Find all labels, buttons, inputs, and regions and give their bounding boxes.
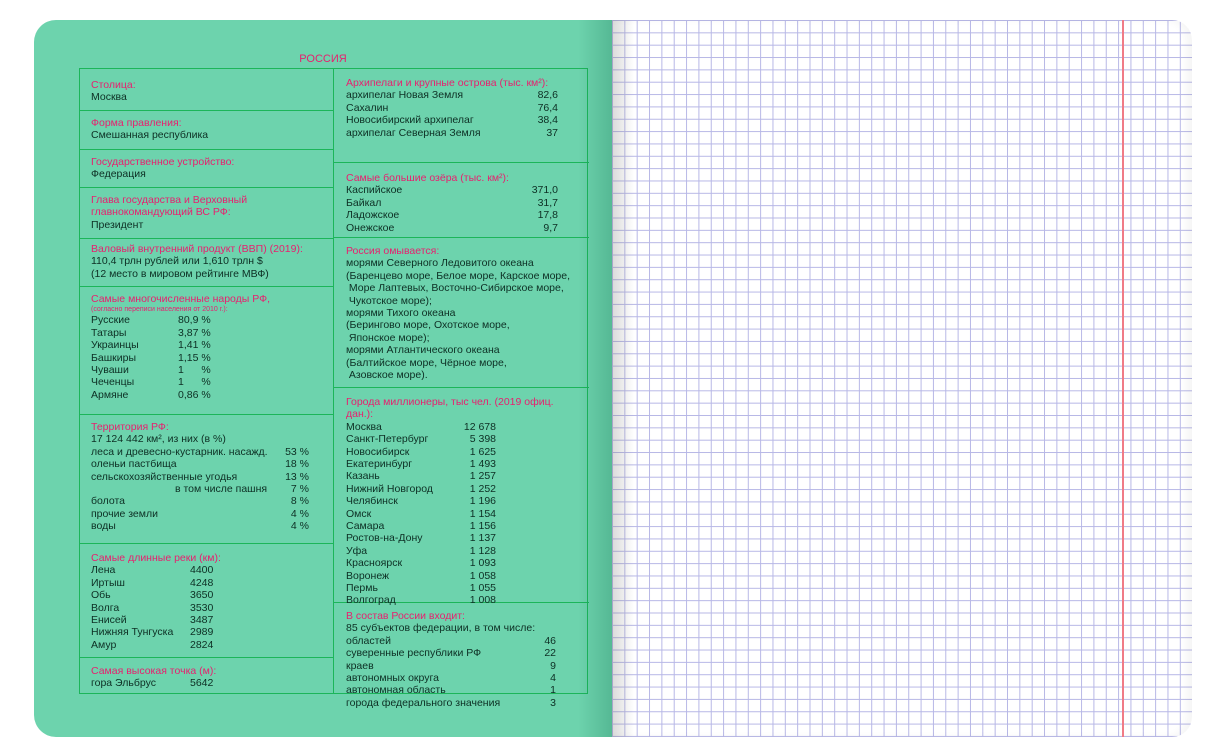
row-divider: [80, 110, 333, 111]
list-item: [346, 532, 582, 544]
territory-section: [91, 421, 327, 533]
head-section: [91, 194, 247, 231]
item-value: 1,15 %: [178, 351, 211, 364]
item-value: 1 625: [469, 445, 496, 458]
list-item: [346, 660, 556, 672]
list-item: [346, 127, 576, 139]
item-value: 9: [550, 659, 556, 672]
list-item: [346, 89, 576, 101]
item-name: автономная область: [346, 684, 446, 697]
structure-header: Государственное устройство:: [91, 156, 235, 168]
cities-list: [346, 421, 582, 607]
item-name: Амур: [91, 638, 117, 651]
list-item: [346, 197, 576, 209]
item-name: Каспийское: [346, 184, 403, 197]
gdp-header: Валовый внутренний продукт (ВВП) (2019):: [91, 243, 303, 255]
item-value: 1 %: [178, 363, 211, 376]
rivers-header: Самые длинные реки (км):: [91, 552, 221, 564]
peoples-list: [91, 314, 327, 401]
item-name: Самара: [346, 519, 385, 532]
text-line: (Баренцево море, Белое море, Карское море,: [346, 269, 571, 282]
lakes-list: [346, 184, 576, 234]
item-name: Санкт-Петербург: [346, 433, 429, 446]
item-value: 5 398: [469, 433, 496, 446]
list-item: [346, 557, 582, 569]
peak-row: [91, 677, 327, 689]
subjects-header: В состав России входит:: [346, 610, 465, 622]
list-item: [91, 614, 327, 626]
text-line: Чукотское море);: [346, 294, 432, 307]
text-line: Море Лаптевых, Восточно-Сибирское море,: [346, 282, 564, 295]
item-value: 46: [544, 634, 556, 647]
item-name: Уфа: [346, 544, 368, 557]
row-divider: [80, 187, 333, 188]
islands-section: [346, 77, 576, 139]
item-name: краев: [346, 659, 374, 672]
cities-section: [346, 396, 582, 607]
peak-header: Самая высокая точка (м):: [91, 665, 217, 677]
item-name: автономных округа: [346, 671, 439, 684]
government-value: Смешанная республика: [91, 129, 209, 142]
item-value: 82,6: [537, 89, 558, 102]
item-name: сельскохозяйственные угодья: [91, 470, 238, 483]
item-value: 13 %: [285, 470, 309, 483]
list-item: [91, 446, 327, 458]
list-item: [91, 458, 327, 470]
item-name: леса и древесно-кустарник. насажд.: [91, 445, 268, 458]
item-name: Енисей: [91, 613, 127, 626]
item-name: Пермь: [346, 581, 378, 594]
item-value: 22: [544, 647, 556, 660]
item-value: 371,0: [531, 184, 558, 197]
text-line: (Берингово море, Охотское море,: [346, 319, 510, 332]
item-value: 2824: [190, 638, 214, 651]
item-value: 3650: [190, 589, 214, 602]
peoples-note: (согласно переписи населения от 2010 г.):: [91, 306, 228, 314]
lakes-section: [346, 172, 576, 234]
item-name: Волгоград: [346, 594, 396, 607]
list-item: [346, 672, 556, 684]
item-value: 4400: [190, 564, 214, 577]
item-value: 1 252: [469, 482, 496, 495]
row-divider: [80, 149, 333, 150]
government-header: Форма правления:: [91, 117, 182, 129]
list-item: [91, 602, 327, 614]
item-value: 8 %: [290, 495, 309, 508]
item-name: прочие земли: [91, 507, 158, 520]
item-value: 3530: [190, 601, 214, 614]
gdp-line1: 110,4 трлн рублей или 1,610 трлн $: [91, 255, 263, 268]
item-name: Онежское: [346, 221, 395, 234]
list-item: [346, 495, 582, 507]
item-value: 18 %: [285, 458, 309, 471]
item-name: Нижний Новгород: [346, 482, 433, 495]
item-value: 31,7: [537, 196, 558, 209]
list-item: [91, 564, 327, 576]
list-item: [91, 471, 327, 483]
list-item: [346, 222, 576, 234]
gdp-section: [91, 243, 303, 280]
item-value: 80,9 %: [178, 314, 211, 327]
seas-section: [346, 245, 582, 381]
list-item: [91, 376, 327, 388]
list-item: [346, 635, 556, 647]
item-name: Обь: [91, 589, 111, 602]
list-item: [346, 697, 556, 709]
item-value: 1 093: [469, 557, 496, 570]
rivers-section: [91, 552, 327, 651]
list-item: [91, 577, 327, 589]
item-name: Татары: [91, 326, 127, 339]
item-value: 3,87 %: [178, 326, 211, 339]
islands-list: [346, 89, 576, 139]
item-name: Башкиры: [91, 351, 136, 364]
item-name: Челябинск: [346, 495, 398, 508]
subjects-total: 85 субъектов федерации, в том числе:: [346, 622, 536, 635]
item-name: Ростов-на-Дону: [346, 532, 423, 545]
list-item: [91, 314, 327, 326]
item-value: 1 156: [469, 519, 496, 532]
list-item: [346, 446, 582, 458]
item-name: Байкал: [346, 196, 382, 209]
item-value: 38,4: [537, 114, 558, 127]
item-name: оленьи пастбища: [91, 458, 177, 471]
row-divider: [333, 162, 589, 163]
list-item: [91, 389, 327, 401]
item-name: Новосибирский архипелаг: [346, 114, 474, 127]
item-value: 17,8: [537, 209, 558, 222]
list-item: [346, 209, 576, 221]
row-divider: [80, 543, 333, 544]
item-name: Русские: [91, 314, 130, 327]
item-name: Омск: [346, 507, 372, 520]
list-item: [91, 495, 327, 507]
list-item: [346, 520, 582, 532]
text-line: морями Северного Ледовитого океана: [346, 257, 534, 270]
gdp-line2: (12 место в мировом рейтинге МВФ): [91, 267, 269, 280]
notebook-cover: [34, 20, 612, 737]
list-item: [346, 421, 582, 433]
text-line: (Балтийское море, Чёрное море,: [346, 356, 507, 369]
list-item: [346, 570, 582, 582]
list-item: [346, 594, 582, 606]
item-name: Казань: [346, 470, 380, 483]
item-value: 4 %: [290, 507, 309, 520]
head-value: Президент: [91, 218, 144, 231]
item-value: 1 493: [469, 457, 496, 470]
item-value: 1 137: [469, 532, 496, 545]
item-name: Екатеринбург: [346, 457, 413, 470]
row-divider: [80, 657, 333, 658]
list-item: [346, 684, 556, 696]
head-header-line1: Глава государства и Верховный: [91, 194, 248, 206]
peoples-header: Самые многочисленные народы РФ,: [91, 293, 271, 305]
item-name: Иртыш: [91, 576, 125, 589]
territory-list: [91, 446, 327, 533]
item-value: 37: [546, 126, 558, 139]
item-name: Чеченцы: [91, 376, 135, 389]
item-name: Лена: [91, 564, 116, 577]
item-value: 1 196: [469, 495, 496, 508]
text-line: морями Тихого океана: [346, 307, 456, 320]
item-value: 3487: [190, 613, 214, 626]
item-value: 1 055: [469, 581, 496, 594]
list-item: [91, 626, 327, 638]
item-name: Нижняя Тунгуска: [91, 626, 174, 639]
item-name: Волга: [91, 601, 120, 614]
list-item: [346, 102, 576, 114]
item-name: архипелаг Северная Земля: [346, 126, 481, 139]
list-item: [346, 647, 556, 659]
item-name: Армяне: [91, 388, 129, 401]
text-line: Азовское море).: [346, 369, 428, 382]
item-value: 1: [550, 684, 556, 697]
seas-header: Россия омывается:: [346, 245, 440, 257]
item-name: воды: [91, 520, 116, 533]
capital-header: Столица:: [91, 79, 136, 91]
row-divider: [80, 414, 333, 415]
item-name: Красноярск: [346, 557, 403, 570]
cities-header: Города миллионеры, тыс чел. (2019 офиц. дан.):: [346, 396, 554, 421]
list-item: [91, 364, 327, 376]
islands-header: Архипелаги и крупные острова (тыс. км²):: [346, 77, 549, 89]
peak-section: [91, 665, 327, 690]
subjects-list: [346, 635, 556, 709]
row-divider: [333, 387, 589, 388]
item-value: 3: [550, 696, 556, 709]
item-value: 53 %: [285, 445, 309, 458]
list-item: [346, 508, 582, 520]
rivers-list: [91, 564, 327, 651]
list-item: [91, 483, 327, 495]
item-value: 1 058: [469, 569, 496, 582]
list-item: [346, 470, 582, 482]
list-item: [91, 520, 327, 532]
list-item: [91, 352, 327, 364]
capital-value: Москва: [91, 91, 127, 104]
territory-header: Территория РФ:: [91, 421, 169, 433]
item-name: Украинцы: [91, 339, 139, 352]
item-value: 4: [550, 671, 556, 684]
peak-name: гора Эльбрус: [91, 677, 156, 690]
peoples-section: [91, 293, 327, 401]
item-name: архипелаг Новая Земля: [346, 89, 464, 102]
item-value: 1,41 %: [178, 339, 211, 352]
item-value: 2989: [190, 626, 214, 639]
item-value: 4248: [190, 576, 214, 589]
list-item: [346, 483, 582, 495]
item-value: 4 %: [290, 520, 309, 533]
list-item: [346, 582, 582, 594]
list-item: [346, 458, 582, 470]
list-item: [91, 639, 327, 651]
item-name: Сахалин: [346, 101, 389, 114]
item-name: Ладожское: [346, 209, 400, 222]
list-item: [91, 339, 327, 351]
item-value: 1 154: [469, 507, 496, 520]
item-value: 1 %: [178, 376, 211, 389]
territory-total: 17 124 442 км², из них (в %): [91, 433, 226, 446]
structure-value: Федерация: [91, 168, 146, 181]
item-name: Чуваши: [91, 363, 129, 376]
list-item: [346, 433, 582, 445]
lakes-header: Самые большие озёра (тыс. км²):: [346, 172, 509, 184]
item-value: 7 %: [290, 482, 309, 495]
row-divider: [333, 237, 589, 238]
item-name: областей: [346, 634, 391, 647]
item-name: Москва: [346, 420, 382, 433]
item-value: 1 008: [469, 594, 496, 607]
item-value: 0,86 %: [178, 388, 211, 401]
peak-value: 5642: [190, 677, 214, 690]
list-item: [346, 184, 576, 196]
info-table: [79, 68, 588, 709]
grid-paper-page: [612, 20, 1192, 737]
item-value: 1 257: [469, 470, 496, 483]
capital-section: [91, 79, 136, 104]
row-divider: [80, 238, 333, 239]
item-value: 76,4: [537, 101, 558, 114]
list-item: [91, 327, 327, 339]
head-header-line2: главнокомандующий ВС РФ:: [91, 206, 231, 219]
subjects-section: [346, 610, 556, 709]
item-name: суверенные республики РФ: [346, 647, 482, 660]
item-name: города федерального значения: [346, 696, 501, 709]
list-item: [91, 589, 327, 601]
margin-line: [1122, 20, 1124, 737]
list-item: [346, 114, 576, 126]
item-value: 1 128: [469, 544, 496, 557]
seas-list: [346, 257, 582, 381]
item-name: Воронеж: [346, 569, 390, 582]
structure-section: [91, 156, 234, 181]
text-line: морями Атлантического океана: [346, 344, 500, 357]
page-title: РОССИЯ: [299, 53, 347, 65]
item-name: в том числе пашня: [175, 482, 268, 495]
list-item: [346, 545, 582, 557]
item-value: 12 678: [463, 420, 496, 433]
row-divider: [80, 286, 333, 287]
government-section: [91, 117, 208, 142]
item-name: Новосибирск: [346, 445, 410, 458]
text-line: Японское море);: [346, 331, 430, 344]
list-item: [91, 508, 327, 520]
item-value: 9,7: [543, 221, 558, 234]
item-name: болота: [91, 495, 126, 508]
